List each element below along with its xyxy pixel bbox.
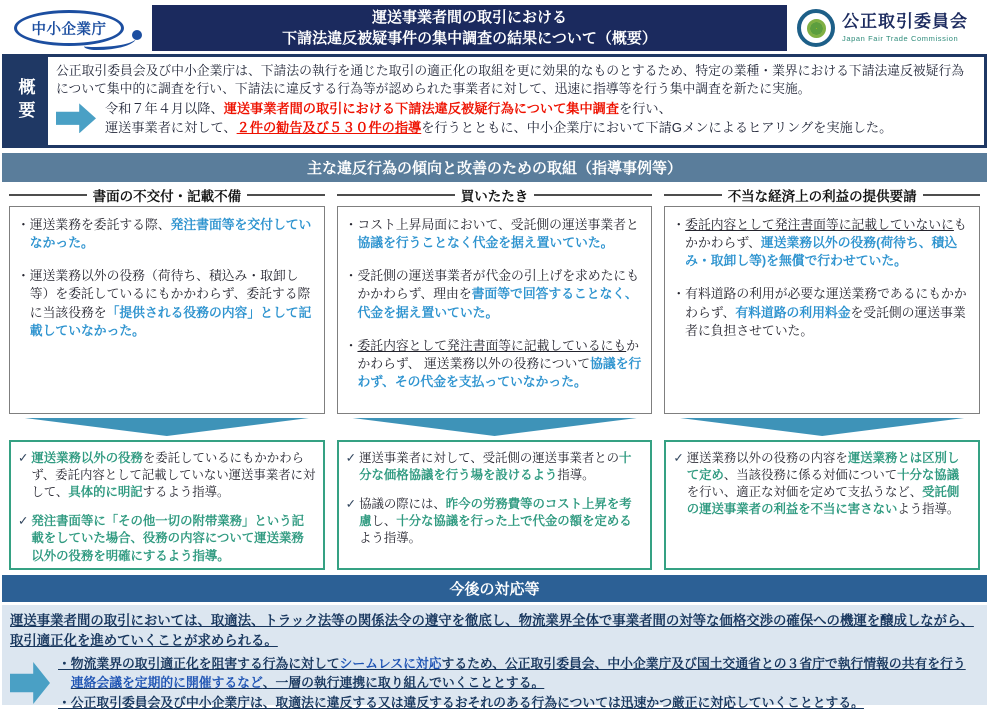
header-rule-left [9, 194, 87, 196]
violation-item: ・コスト上昇局面において、受託側の運送事業者と協議を行うことなく代金を据え置いていた。 [344, 217, 639, 251]
guidance-item [346, 496, 644, 547]
down-arrow-icon [352, 418, 636, 436]
down-arrow-wrap [664, 418, 980, 436]
page-title-line1: 運送事業者間の取引における [371, 9, 567, 26]
violation-item: ・委託内容として発注書面等に記載していないにもかかわらず、運送業務以外の役務(荷待ち、積込み・取卸し等)を無償で行わせていた。 [672, 217, 967, 269]
column-unjust-benefits [664, 185, 980, 414]
guidance-row [9, 440, 980, 570]
guidance-box [337, 440, 653, 570]
violation-item: ・有料道路の利用が必要な運送業務であるにもかかわらず、有料道路の利用料金を受託側の運送事業者に負担させていた。 [672, 286, 967, 338]
right-arrow-icon [56, 103, 96, 133]
down-arrow-wrap [337, 418, 653, 436]
guidance-text: 協議の際には、昨今の労務費等のコスト上昇を考慮し、十分な協議を行った上で代金の額を定めるよう指導。 [359, 497, 632, 546]
guidance-text: 発注書面等に「その他一切の附帯業務」という記載をしていた場合、役務の内容について運送業務以外の役務を明確にするよう指導。 [31, 514, 304, 563]
violation-box [337, 206, 653, 414]
future-arrow-row [10, 654, 977, 712]
page-title [152, 5, 787, 51]
smea-logo-dot [132, 30, 142, 40]
future-lead-statement: 運送事業者間の取引においては、取適法、トラック法等の関係法令の遵守を徹底し、物流業界全体で事業者間の対等な価格交渉の確保への機運を醸成しながら、取引適正化を進めていくことが求められる。 [10, 613, 974, 649]
violation-item: ・受託側の運送事業者が代金の引上げを求めたにもかかわらず、理由を書面等で回答することなく、代金を据え置いていた。 [344, 268, 639, 320]
header-rule-left [337, 194, 455, 196]
violation-columns [9, 185, 980, 414]
down-arrow-icon [25, 418, 309, 436]
column-header-text: 買いたたき [460, 189, 529, 204]
smea-logo-swoosh [84, 34, 136, 50]
jftc-logo [797, 9, 983, 47]
future-bullet: ・公正取引委員会及び中小企業庁は、取適法に違反する又は違反するおそれのある行為については迅速かつ厳正に対応していくこととする。 [58, 694, 864, 710]
jftc-eye-core [810, 22, 823, 35]
overview-result-line2: 運送事業者に対して、２件の勧告及び５３０件の指導を行うとともに、中小企業庁において下請Gメンによるヒアリングを実施した。 [105, 120, 893, 136]
jftc-logo-text [842, 13, 968, 43]
guidance-text: 運送事業者に対して、受託側の運送事業者との十分な価格協議を行う場を設けるよう指導。 [359, 451, 632, 483]
check-icon: ✓ [18, 451, 29, 465]
check-icon: ✓ [345, 497, 357, 512]
column-price-beating [337, 185, 653, 414]
overview-arrow-row [56, 100, 976, 137]
header-rule-right [923, 194, 980, 196]
violation-item: ・運送業務を委託する際、発注書面等を交付していなかった。 [17, 217, 312, 251]
right-arrow-icon [10, 662, 50, 704]
guidance-item [18, 513, 316, 564]
guidance-item [673, 450, 971, 518]
column-written-documents [9, 185, 325, 414]
down-arrow-icon [680, 418, 964, 436]
main-section-banner: 主な違反行為の傾向と改善のための取組（指導事例等） [2, 153, 987, 182]
smea-logo-text: 中小企業庁 [14, 10, 124, 46]
violation-item: ・委託内容として発注書面等に記載しているにもかかわらず、 運送業務以外の役務について協議を行わず、その代金を支払っていなかった。 [344, 337, 642, 390]
jftc-logo-jp: 公正取引委員会 [842, 12, 968, 32]
violation-box [9, 206, 325, 414]
guidance-text: 運送業務以外の役務の内容を運送業務とは区別して定め、当該役務に係る対価について十分な協議を行い、適正な対価を定めて支払うなど、受託側の運送事業者の利益を不当に害さないよう指導。 [686, 451, 960, 517]
future-section-body [2, 605, 987, 710]
smea-logo [14, 10, 142, 46]
overview-paragraph: 公正取引委員会及び中小企業庁は、下請法の執行を通じた取引の適正化の取組を更に効果的なものとするため、特定の業種・業界における下請法違反被疑行為について集中的に調査を行い、下請法に違反する行為等が認められた事業者に対して、迅速に指導等を行う集中調査を新たに実施。 [56, 63, 965, 97]
violation-item: ・運送業務以外の役務（荷待ち、積込み・取卸し等）を委託しているにもかかわらず、委託する際に当該役務を「提供される役務の内容」として記載していなかった。 [17, 268, 312, 338]
guidance-text: 運送業務以外の役務を委託しているにもかかわらず、委託内容として記載していない運送事業者に対して、具体的に明記するよう指導。 [31, 451, 316, 500]
guidance-item [18, 450, 316, 501]
guidance-box [9, 440, 325, 570]
page-title-line2: 下請法違反被疑事件の集中調査の結果について（概要） [282, 30, 657, 47]
overview-result-line1: 令和７年４月以降、運送事業者間の取引における下請法違反被疑行為について集中調査を行い、 [105, 101, 672, 117]
column-header [9, 185, 325, 205]
jftc-eye-icon [797, 9, 835, 47]
overview-section [2, 54, 987, 148]
check-icon: ✓ [18, 514, 29, 529]
header-rule-right [534, 194, 652, 196]
future-section-banner: 今後の対応等 [2, 575, 987, 602]
future-bullets [58, 654, 977, 712]
down-arrows-row [9, 418, 980, 436]
down-arrow-wrap [9, 418, 325, 436]
header-rule-left [664, 194, 721, 196]
overview-box [48, 54, 987, 148]
future-bullet: ・物流業界の取引適正化を阻害する行為に対してシームレスに対応するため、公正取引委員会、中小企業庁及び国土交通省との３省庁で執行情報の共有を行う連絡会議を定期的に開催するなど、一層の執行連携に取り組んでいくこととする。 [58, 656, 966, 691]
check-icon: ✓ [673, 451, 684, 465]
column-header-text: 不当な経済上の利益の提供要請 [727, 189, 917, 204]
header-rule-right [247, 194, 325, 196]
check-icon: ✓ [345, 451, 357, 465]
header [0, 0, 989, 54]
jftc-logo-en: Japan Fair Trade Commission [842, 33, 959, 43]
column-header [664, 185, 980, 205]
violation-box [664, 206, 980, 414]
guidance-item [346, 450, 644, 484]
overview-label: 概要 [2, 54, 48, 148]
overview-result-text [105, 100, 892, 137]
guidance-box [664, 440, 980, 570]
column-header-text: 書面の不交付・記載不備 [92, 189, 242, 204]
column-header [337, 185, 653, 205]
